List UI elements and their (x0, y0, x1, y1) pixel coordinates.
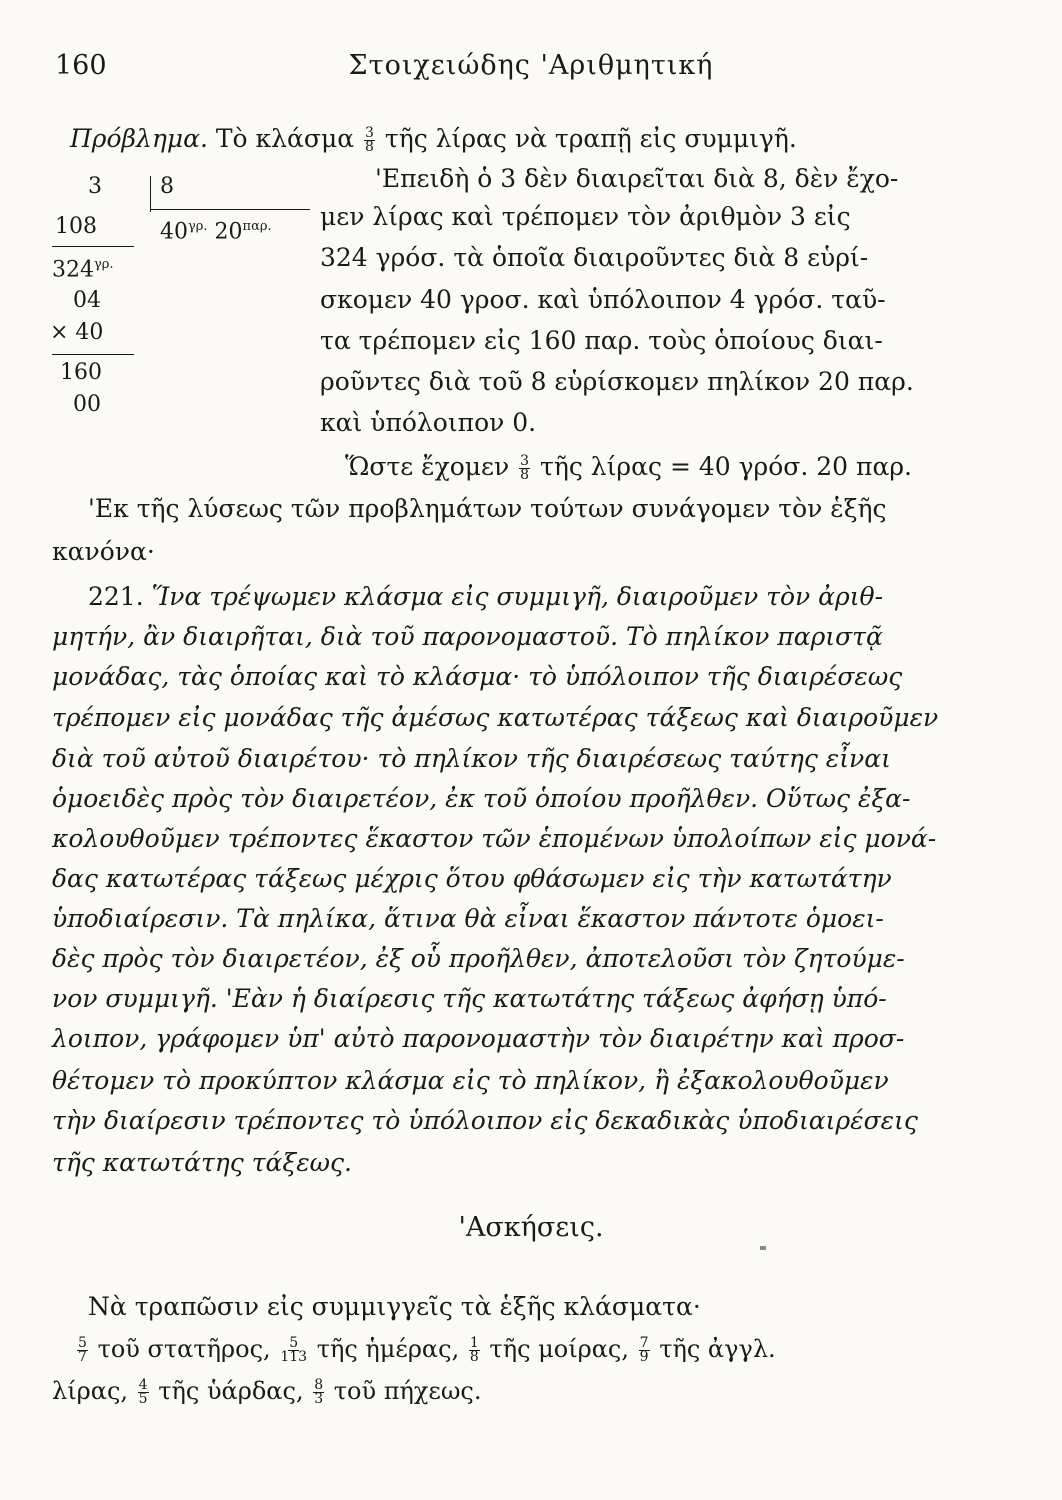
calc-times: × 40 (50, 320, 104, 345)
exercise-text: τῆς ὑάρδας, (158, 1377, 304, 1405)
running-title: Στοιχειώδης 'Αριθμητική (348, 50, 714, 81)
problem-fraction (364, 127, 375, 154)
rule-line: δὲς πρὸς τὸν διαιρετέον, ἐξ οὗ προῆλθεν, ἀποτελοῦσι τὸν ζητούμε- (52, 944, 905, 973)
calc-dividend: 3 (88, 174, 102, 199)
exercise-text: τοῦ στατῆρος, (97, 1335, 271, 1363)
rule-line: θέτομεν τὸ προκύπτον κλάσμα εἰς τὸ πηλίκον, ἢ ἐξακολουθοῦμεν (52, 1066, 889, 1095)
rule-line: τρέπομεν εἰς μονάδας τῆς ἀμέσως κατωτέρας τάξεως καὶ διαιροῦμεν (52, 703, 939, 732)
problem-text-before: Τὸ κλάσμα (215, 124, 355, 153)
exercises-intro: Νὰ τραπῶσιν εἰς συμμιγγεῖς τὰ ἑξῆς κλάσματα· (88, 1292, 701, 1321)
exercise-text: τῆς ἡμέρας, (316, 1335, 460, 1363)
quotient-main: 40 (160, 219, 188, 245)
page-header (55, 50, 1007, 90)
fraction-numerator: 3 (365, 125, 374, 141)
rule-line: ὁμοειδὲς πρὸς τὸν διαιρετέον, ἐκ τοῦ ὁποίου προῆλθεν. Οὕτως ἐξα- (52, 784, 911, 813)
exercise-item (278, 1335, 467, 1363)
calc-rule-1 (52, 246, 134, 247)
rule-line: δας κατωτέρας τάξεως μέχρις ὅτου φθάσωμεν εἰς τὴν κατωτάτην (52, 864, 892, 893)
fraction-denominator: 9 (639, 1349, 649, 1365)
problem-text-after: τῆς λίρας νὰ τραπῇ εἰς συμμιγῆ. (384, 124, 797, 153)
fraction-numerator: 7 (639, 1335, 649, 1351)
exercise-fraction (138, 1379, 149, 1406)
solution-line: ροῦντες διὰ τοῦ 8 εὑρίσκομεν πηλίκον 20 παρ. (320, 367, 914, 396)
exercise-item (136, 1377, 312, 1405)
exercise-fraction (469, 1337, 480, 1364)
conclusion-end: τῆς λίρας = 40 γρόσ. 20 παρ. (540, 452, 912, 481)
fraction-numerator: 4 (138, 1377, 148, 1393)
rule-line: διὰ τοῦ αὐτοῦ διαιρέτου· τὸ πηλίκον τῆς διαιρέσεως ταύτης εἶναι (52, 744, 891, 773)
conclusion-start: Ὥστε ἔχομεν (345, 452, 510, 481)
fraction-numerator: 8 (314, 1377, 324, 1393)
division-bracket-vertical (150, 176, 151, 212)
product-unit: γρ. (94, 257, 114, 272)
exercise-item (637, 1335, 776, 1363)
rule-line: μονάδας, τὰς ὁποίας καὶ τὸ κλάσμα· τὸ ὑπόλοιπον τῆς διαιρέσεως (52, 662, 903, 691)
rule-line: νον συμμιγῆ. 'Εὰν ἡ διαίρεσις τῆς κατωτάτης τάξεως ἀφήσῃ ὑπό- (52, 984, 887, 1013)
exercise-fraction (313, 1379, 324, 1406)
rule-intro-line: κανόνα· (52, 537, 155, 566)
fraction-numerator: 5 (289, 1335, 299, 1351)
solution-line: τα τρέπομεν εἰς 160 παρ. τοὺς ὁποίους διαι- (320, 326, 883, 355)
page-number: 160 (55, 50, 107, 81)
fraction-numerator: 1 (469, 1335, 479, 1351)
solution-line: σκομεν 40 γροσ. καὶ ὑπόλοιπον 4 γρόσ. ταῦ- (320, 285, 886, 314)
fraction-denominator: 7 (78, 1349, 87, 1365)
fraction-denominator: 8 (469, 1349, 479, 1365)
calc-product (52, 252, 114, 283)
solution-line: 324 γρόσ. τὰ ὁποῖα διαιροῦντες διὰ 8 εὑρί- (320, 243, 869, 272)
lira-word: λίρας, (52, 1377, 129, 1405)
calc-multiplied: 108 (55, 214, 97, 239)
rule-intro-line: 'Εκ τῆς λύσεως τῶν προβλημάτων τούτων συνάγομεν τὸν ἑξῆς (88, 494, 887, 523)
calc-remainder: 04 (73, 288, 101, 313)
ink-speck (760, 1246, 766, 1250)
rule-number: 221. (88, 582, 144, 611)
fraction-denominator: 8 (520, 467, 530, 483)
calc-rule-2 (52, 354, 134, 355)
solution-line: καὶ ὑπόλοιπον 0. (320, 408, 537, 437)
problem-statement (70, 122, 797, 156)
exercise-text: τῆς ἀγγλ. (659, 1335, 776, 1363)
calc-divisor: 8 (160, 174, 174, 199)
rule-line: τὴν διαίρεσιν τρέποντες τὸ ὑπόλοιπον εἰς δεκαδικὰς ὑποδιαιρέσεις (52, 1106, 918, 1135)
conclusion-line (345, 450, 912, 484)
division-bracket-horizontal (150, 209, 310, 210)
exercises-heading: 'Ασκήσεις. (458, 1212, 604, 1243)
fraction-numerator: 5 (78, 1335, 87, 1351)
conclusion-fraction (519, 455, 530, 482)
rule-text: Ἵνα τρέψωμεν κλάσμα εἰς συμμιγῆ, διαιροῦμεν τὸν ἀριθ- (151, 582, 884, 611)
fraction-numerator: 3 (520, 453, 530, 469)
quotient-sub-unit: παρ. (242, 219, 272, 234)
problem-label: Πρόβλημα. (70, 124, 208, 153)
exercise-list-line-2 (52, 1374, 482, 1408)
solution-line: 'Επειδὴ ὁ 3 δὲν διαιρεῖται διὰ 8, δὲν ἔχο- (375, 164, 899, 193)
fraction-denominator: 5 (138, 1391, 148, 1407)
rule-line: λοιπον, γράφομεν ὑπ' αὐτὸ παρονομαστὴν τὸν διαιρέτην καὶ προσ- (52, 1024, 905, 1053)
rule-line-first (88, 580, 883, 614)
solution-line: μεν λίρας καὶ τρέπομεν τὸν ἀριθμὸν 3 εἰς (320, 202, 851, 231)
rule-line: μητήν, ἂν διαιρῆται, διὰ τοῦ παρονομαστοῦ. Τὸ πηλίκον παριστᾷ (52, 622, 883, 651)
exercise-item (75, 1335, 278, 1363)
exercise-fraction (77, 1337, 88, 1364)
exercise-fraction (639, 1337, 650, 1364)
exercise-fraction (280, 1337, 307, 1364)
calc-final-remainder: 00 (73, 392, 101, 417)
rule-line: κολουθοῦμεν τρέποντες ἕκαστον τῶν ἑπομένων ὑπολοίπων εἰς μονά- (52, 824, 937, 853)
quotient-main-unit: γρ. (188, 219, 208, 234)
fraction-denominator: 3 (314, 1391, 324, 1407)
quotient-sub: 20 (214, 219, 243, 245)
exercise-item (311, 1377, 481, 1405)
exercise-list-line-1 (75, 1332, 776, 1366)
rule-line: ὑποδιαίρεσιν. Τὰ πηλίκα, ἅτινα θὰ εἶναι ἕκαστον πάντοτε ὁμοει- (52, 904, 884, 933)
fraction-denominator: 113 (280, 1349, 308, 1365)
calc-result: 160 (60, 360, 102, 385)
calc-quotient (160, 214, 272, 245)
fraction-denominator: 8 (365, 139, 374, 155)
exercise-text: τοῦ πήχεως. (333, 1377, 482, 1405)
product-value: 324 (52, 257, 94, 283)
exercise-text: τῆς μοίρας, (489, 1335, 629, 1363)
exercise-item (467, 1335, 637, 1363)
rule-line: τῆς κατωτάτης τάξεως. (52, 1148, 352, 1177)
